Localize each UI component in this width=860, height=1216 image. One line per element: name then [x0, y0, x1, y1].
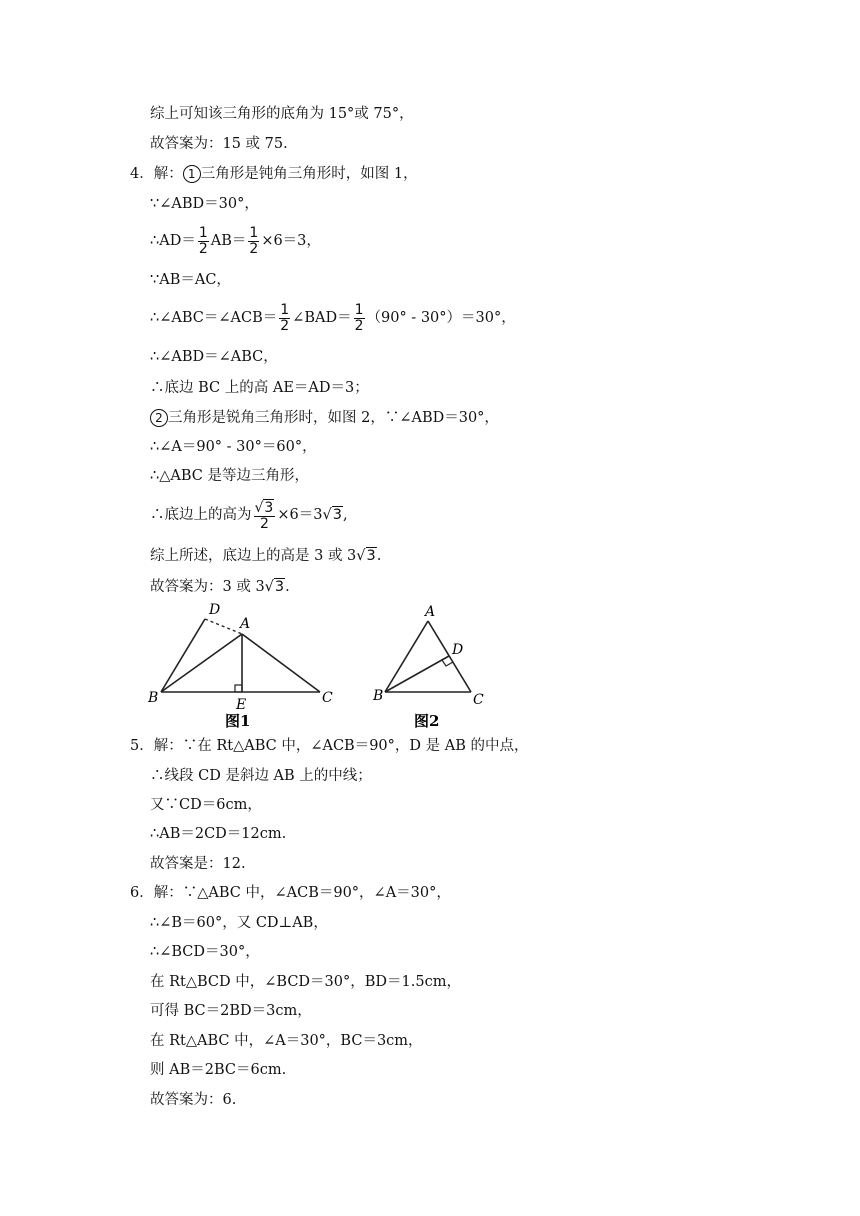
geometry-figures	[140, 602, 500, 732]
step-line: 在 Rt△BCD 中，∠BCD＝30°，BD＝1.5cm，	[150, 974, 461, 990]
fraction-sqrt3-over-2	[254, 499, 276, 532]
fraction-numerator: 1	[354, 301, 364, 318]
figure-2	[372, 604, 484, 730]
sqrt-symbol: √3	[322, 507, 342, 523]
text-fragment: ∴底边上的高为	[150, 507, 252, 523]
text-fragment: 综上所述，底边上的高是 3 或 3	[150, 548, 357, 564]
text-fragment: ∠BAD＝	[292, 310, 352, 326]
question-number: 4．	[130, 166, 154, 182]
case-1-marker: 1	[183, 165, 201, 183]
label-b: B	[373, 688, 384, 704]
label-d: D	[209, 602, 221, 618]
text-fragment: ×6＝3，	[261, 233, 321, 249]
fraction-half	[279, 303, 290, 334]
label-e: E	[236, 697, 247, 713]
step-line: 可得 BC＝2BD＝3cm，	[150, 1003, 312, 1019]
segment-bd	[385, 656, 449, 692]
summary-line: 综上可知该三角形的底角为 15°或 75°，	[150, 106, 414, 122]
radicand: 3	[264, 499, 274, 516]
text-fragment: ∴∠ABC＝∠ACB＝	[150, 310, 278, 326]
text-fragment: ,	[342, 507, 348, 523]
text-fragment: 故答案为：3 或 3	[150, 579, 265, 595]
segment-ba	[161, 634, 242, 692]
solution-4-intro	[130, 164, 418, 184]
step-line: ∴∠B＝60°，又 CD⊥AB，	[150, 915, 328, 931]
fraction-denominator: 2	[259, 515, 269, 532]
fraction-denominator: 2	[249, 240, 259, 257]
fraction-half	[248, 226, 259, 257]
sqrt-symbol: √3	[356, 548, 376, 564]
step-line: ∴∠ABD＝∠ABC，	[150, 349, 278, 365]
label-b: B	[148, 690, 159, 706]
answer-line: 故答案是：12.	[150, 856, 246, 872]
case-2-line	[150, 408, 499, 428]
solution-prefix: 解：	[153, 166, 183, 182]
step-line: ∴线段 CD 是斜边 AB 上的中线；	[150, 768, 372, 784]
solution-6-intro: 6．解：∵△ABC 中，∠ACB＝90°，∠A＝30°，	[130, 885, 451, 901]
segment-bd	[161, 619, 205, 692]
label-c: C	[473, 692, 484, 708]
step-line: ∵AB＝AC，	[150, 272, 231, 288]
text-fragment: .	[285, 579, 290, 595]
case-1-text: 三角形是钝角三角形时，如图 1，	[200, 166, 418, 182]
text-fragment: ×6＝3	[277, 507, 323, 523]
sqrt-symbol: √3	[264, 579, 285, 595]
text-fragment: （90° ‑ 30°）＝30°，	[366, 310, 516, 326]
step-line: ∴AB＝2CD＝12cm.	[150, 826, 287, 842]
summary-line	[150, 546, 381, 566]
step-line: ∴△ABC 是等边三角形，	[150, 468, 309, 484]
label-a: A	[425, 604, 436, 620]
right-angle-mark	[235, 685, 242, 692]
fraction-numerator	[254, 499, 276, 517]
step-line: ∴底边 BC 上的高 AE＝AD＝3；	[150, 380, 369, 396]
dashed-segment-da	[205, 619, 242, 634]
radicand: 3	[274, 579, 285, 595]
segment-ac	[428, 621, 471, 692]
segment-ac	[242, 634, 320, 692]
radicand: 3	[332, 507, 342, 523]
segment-ba	[385, 621, 428, 692]
height-line	[150, 496, 348, 534]
answer-line: 故答案为：6.	[150, 1092, 237, 1108]
ad-fraction-line	[150, 224, 321, 258]
figure-2-caption: 图2	[414, 712, 440, 730]
step-line: ∴∠A＝90° ‑ 30°＝60°，	[150, 439, 317, 455]
sqrt-symbol: √3	[254, 499, 274, 516]
step-line: ∵∠ABD＝30°，	[150, 196, 259, 212]
angle-fraction-line	[150, 301, 516, 335]
step-line: 则 AB＝2BC＝6cm.	[150, 1062, 287, 1078]
fraction-denominator: 2	[280, 317, 290, 334]
text-fragment: .	[376, 548, 382, 564]
step-line: ∴∠BCD＝30°，	[150, 944, 260, 960]
figure-1-caption: 图1	[225, 712, 251, 730]
fraction-half	[354, 303, 365, 334]
text-fragment: AB＝	[210, 233, 247, 249]
fraction-numerator: 1	[280, 301, 290, 318]
case-2-text: 三角形是锐角三角形时，如图 2，∵∠ABD＝30°，	[168, 410, 499, 426]
figure-1	[147, 602, 333, 730]
fraction-half	[198, 226, 209, 257]
step-line: 在 Rt△ABC 中，∠A＝30°，BC＝3cm，	[150, 1033, 423, 1049]
label-a: A	[240, 616, 251, 632]
label-c: C	[322, 690, 333, 706]
fraction-numerator: 1	[198, 224, 208, 241]
step-line: 又∵CD＝6cm，	[150, 797, 262, 813]
fraction-numerator: 1	[249, 224, 259, 241]
radicand: 3	[366, 548, 376, 564]
fraction-denominator: 2	[198, 240, 208, 257]
answer-line: 故答案为：15 或 75.	[150, 136, 288, 152]
answer-line	[150, 577, 290, 597]
solution-5-intro: 5．解：∵在 Rt△ABC 中，∠ACB＝90°，D 是 AB 的中点，	[130, 738, 529, 754]
label-d: D	[452, 642, 464, 658]
text-fragment: ∴AD＝	[150, 233, 196, 249]
case-2-marker: 2	[150, 409, 168, 427]
fraction-denominator: 2	[354, 317, 364, 334]
